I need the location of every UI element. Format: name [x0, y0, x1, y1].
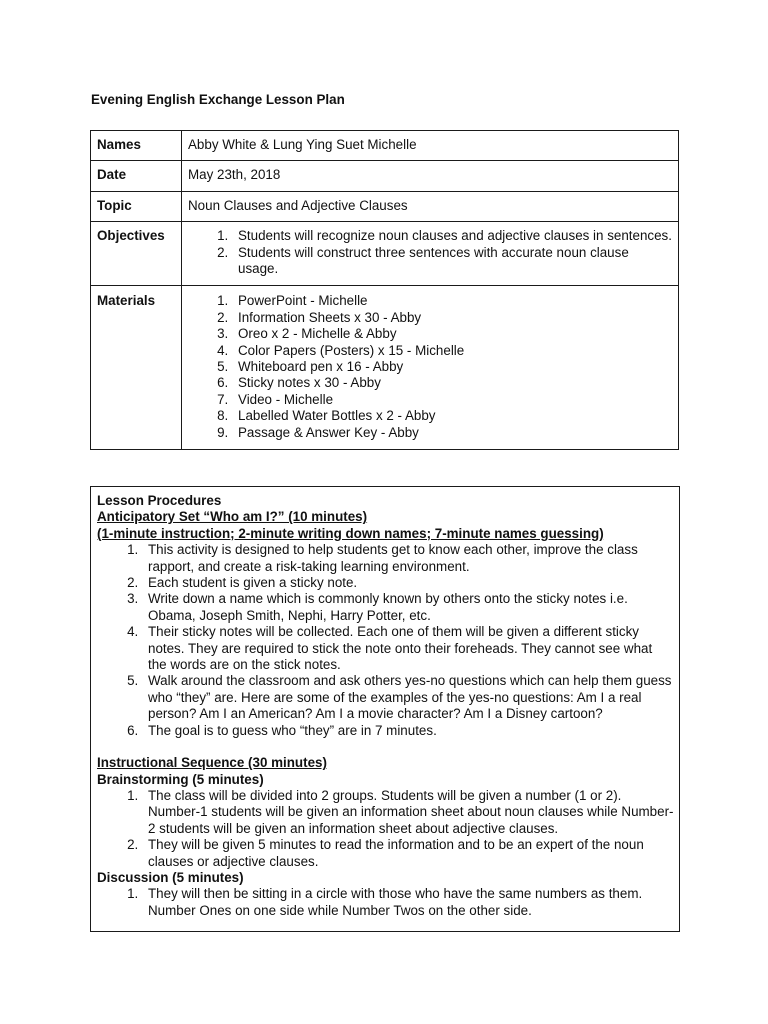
list-item: 2. They will be given 5 minutes to read the information and to be an expert of the noun clauses or adjective clauses.	[142, 837, 674, 870]
anticipatory-set-subtitle: (1-minute instruction; 2-minute writing down names; 7-minute names guessing)	[97, 525, 604, 541]
objectives-row	[91, 222, 679, 286]
anticipatory-steps-list	[97, 542, 674, 739]
topic-label: Topic	[91, 191, 182, 221]
date-value: May 23th, 2018	[182, 161, 679, 191]
list-item: 2. Students will construct three sentences with accurate noun clause usage.	[232, 245, 672, 278]
instructional-sequence-title: Instructional Sequence (30 minutes)	[97, 755, 327, 771]
list-item: 6. Sticky notes x 30 - Abby	[232, 375, 672, 391]
materials-list	[188, 293, 672, 441]
list-item: 1. The class will be divided into 2 groups. Students will be given a number (1 or 2). Number-1 students will be given an information sheet about noun clauses while Number-2 students will be given an information sheet about adjective clauses.	[142, 788, 674, 837]
list-item: 3. Oreo x 2 - Michelle & Abby	[232, 326, 672, 342]
topic-value: Noun Clauses and Adjective Clauses	[182, 191, 679, 221]
discussion-title: Discussion (5 minutes)	[97, 869, 244, 885]
date-label: Date	[91, 161, 182, 191]
objectives-cell	[182, 222, 679, 286]
brainstorming-steps-list	[97, 788, 674, 870]
materials-cell	[182, 286, 679, 450]
objectives-label: Objectives	[91, 222, 182, 286]
topic-row	[91, 191, 679, 221]
materials-row	[91, 286, 679, 450]
document-title: Evening English Exchange Lesson Plan	[91, 92, 345, 107]
objectives-list	[188, 228, 672, 277]
list-item: 1. PowerPoint - Michelle	[232, 293, 672, 309]
date-row	[91, 161, 679, 191]
names-row	[91, 131, 679, 161]
procedures-heading: Lesson Procedures	[97, 493, 222, 508]
list-item: 4. Their sticky notes will be collected. Each one of them will be given a different sticky notes. They are required to stick the note onto their foreheads. They cannot see what the words are on the stick notes.	[142, 624, 674, 673]
lesson-info-table	[90, 130, 679, 450]
section-spacer	[97, 739, 674, 755]
list-item: 1. Students will recognize noun clauses and adjective clauses in sentences.	[232, 228, 672, 244]
names-label: Names	[91, 131, 182, 161]
list-item: 5. Whiteboard pen x 16 - Abby	[232, 359, 672, 375]
list-item: 2. Information Sheets x 30 - Abby	[232, 310, 672, 326]
names-value: Abby White & Lung Ying Suet Michelle	[182, 131, 679, 161]
list-item: 5. Walk around the classroom and ask others yes-no questions which can help them guess who “they” are. Here are some of the examples of the yes-no questions: Am I a real person? Am I an American? Am I a movie character? Am I a Disney cartoon?	[142, 673, 674, 722]
brainstorming-title: Brainstorming (5 minutes)	[97, 771, 264, 787]
discussion-steps-list	[97, 886, 674, 919]
lesson-procedures-box	[90, 486, 680, 932]
list-item: 6. The goal is to guess who “they” are in 7 minutes.	[142, 723, 674, 739]
list-item: 4. Color Papers (Posters) x 15 - Michelle	[232, 343, 672, 359]
list-item: 7. Video - Michelle	[232, 392, 672, 408]
list-item: 8. Labelled Water Bottles x 2 - Abby	[232, 408, 672, 424]
materials-label: Materials	[91, 286, 182, 450]
list-item: 1. They will then be sitting in a circle with those who have the same numbers as them. Number Ones on one side while Number Twos on the other side.	[142, 886, 674, 919]
list-item: 3. Write down a name which is commonly known by others onto the sticky notes i.e. Obama, Joseph Smith, Nephi, Harry Potter, etc.	[142, 591, 674, 624]
list-item: 1. This activity is designed to help students get to know each other, improve the class rapport, and create a risk-taking learning environment.	[142, 542, 674, 575]
list-item: 9. Passage & Answer Key - Abby	[232, 425, 672, 441]
anticipatory-set-title: Anticipatory Set “Who am I?” (10 minutes)	[97, 509, 368, 525]
list-item: 2. Each student is given a sticky note.	[142, 575, 674, 591]
